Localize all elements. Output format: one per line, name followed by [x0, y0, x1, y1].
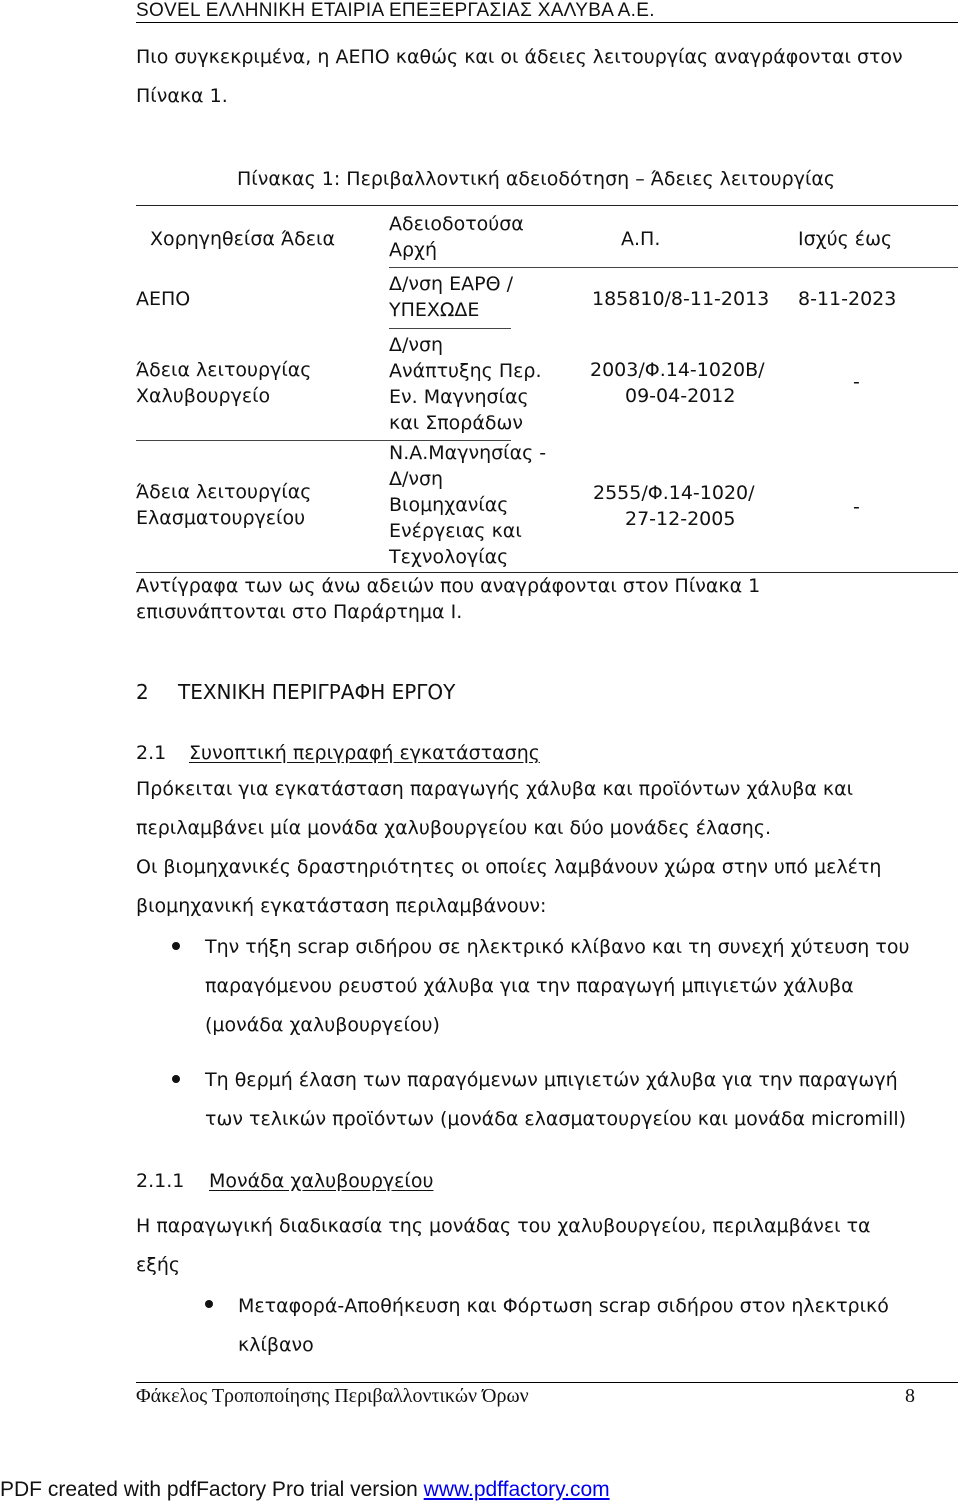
- table-caption: Πίνακας 1: Περιβαλλοντική αδειοδότηση – Άδειες λειτουργίας: [237, 168, 836, 190]
- table-row-2-permit-l1: Άδεια λειτουργίας: [136, 359, 312, 381]
- table-row-2-protocol-l1: 2003/Φ.14-1020Β/: [590, 359, 765, 381]
- table-row-2-authority-l1: Δ/νση: [389, 334, 444, 356]
- page-number: 8: [905, 1385, 915, 1407]
- pdf-watermark: [0, 1478, 610, 1502]
- row-1-rule: [389, 328, 511, 329]
- header-row-rule: [389, 267, 958, 268]
- bullet-icon: [205, 1300, 213, 1308]
- section-2-1-number: 2.1: [136, 742, 167, 764]
- section-2-1-1-para-line-2: εξής: [136, 1254, 181, 1276]
- th-valid-until: Ισχύς έως: [798, 228, 893, 250]
- table-row-2-protocol-l2: 09-04-2012: [625, 385, 736, 407]
- bullet-1-line-2: παραγόμενου ρευστού χάλυβα για την παραγωγή μπιγιετών χάλυβα: [205, 975, 854, 997]
- table-row-1-authority-l1: Δ/νση ΕΑΡΘ /: [389, 273, 513, 295]
- th-granted-permit: Χορηγηθείσα Άδεια: [150, 228, 335, 250]
- table-row-1-permit: ΑΕΠΟ: [136, 288, 191, 310]
- table-row-3-authority-l2: Δ/νση: [389, 468, 444, 490]
- table-bottom-rule: [136, 572, 958, 573]
- table-row-1-protocol: 185810/8-11-2013: [592, 288, 770, 310]
- table-note-line-2: επισυνάπτονται στο Παράρτημα Ι.: [136, 601, 463, 623]
- bullet-2-line-2: των τελικών προϊόντων (μονάδα ελασματουργείου και μονάδα micromill): [205, 1108, 907, 1130]
- section-2-1-para-1-line-1: Πρόκειται για εγκατάσταση παραγωγής χάλυβα και προϊόντων χάλυβα και: [136, 778, 854, 800]
- intro-line-2: Πίνακα 1.: [136, 85, 228, 107]
- table-row-1-valid: 8-11-2023: [798, 288, 897, 310]
- section-2-1-1-title: Μονάδα χαλυβουργείου: [209, 1170, 434, 1192]
- pdf-watermark-text: PDF created with pdfFactory Pro trial version: [0, 1478, 424, 1501]
- bullet-1-line-3: (μονάδα χαλυβουργείου): [205, 1014, 440, 1036]
- table-row-3-authority-l4: Ενέργειας και: [389, 520, 522, 542]
- intro-line-1: Πιο συγκεκριμένα, η ΑΕΠΟ καθώς και οι άδειες λειτουργίας αναγράφονται στον: [136, 46, 903, 68]
- bullet-3-line-2: κλίβανο: [238, 1334, 314, 1356]
- th-authority-line1: Αδειοδοτούσα: [389, 213, 524, 235]
- table-row-2-authority-l4: και Σποράδων: [389, 412, 523, 434]
- header-rule: [136, 22, 958, 23]
- table-row-3-authority-l3: Βιομηχανίας: [389, 494, 509, 516]
- table-row-3-permit-l2: Ελασματουργείου: [136, 507, 306, 529]
- footer-rule: [136, 1382, 958, 1383]
- table-row-3-authority-l1: Ν.Α.Μαγνησίας -: [389, 442, 547, 464]
- th-authority-line2: Αρχή: [389, 239, 438, 261]
- table-note-line-1: Αντίγραφα των ως άνω αδειών που αναγράφονται στον Πίνακα 1: [136, 575, 761, 597]
- table-top-rule: [136, 205, 958, 206]
- table-row-2-authority-l2: Ανάπτυξης Περ.: [389, 360, 542, 382]
- section-2-number: 2: [136, 680, 149, 704]
- table-row-3-valid: -: [853, 496, 860, 518]
- section-2-1-title: Συνοπτική περιγραφή εγκατάστασης: [189, 742, 540, 764]
- table-row-3-protocol-l1: 2555/Φ.14-1020/: [593, 482, 755, 504]
- bullet-2-line-1: Τη θερμή έλαση των παραγόμενων μπιγιετών χάλυβα για την παραγωγή: [205, 1069, 898, 1091]
- section-2-1-para-2-line-2: βιομηχανική εγκατάσταση περιλαμβάνουν:: [136, 895, 547, 917]
- footer-title: Φάκελος Τροποποίησης Περιβαλλοντικών Όρων: [136, 1385, 529, 1407]
- th-protocol-number: Α.Π.: [621, 228, 661, 250]
- table-row-2-permit-l2: Χαλυβουργείο: [136, 385, 271, 407]
- section-2-1-para-2-line-1: Οι βιομηχανικές δραστηριότητες οι οποίες λαμβάνουν χώρα στην υπό μελέτη: [136, 856, 882, 878]
- pdffactory-link[interactable]: www.pdffactory.com: [423, 1478, 610, 1501]
- table-row-2-valid: -: [853, 371, 860, 393]
- bullet-1-line-1: Την τήξη scrap σιδήρου σε ηλεκτρικό κλίβανο και τη συνεχή χύτευση του: [205, 936, 910, 958]
- table-row-3-permit-l1: Άδεια λειτουργίας: [136, 481, 312, 503]
- section-2-title: ΤΕΧΝΙΚΗ ΠΕΡΙΓΡΑΦΗ ΕΡΓΟΥ: [178, 680, 456, 704]
- bullet-3-line-1: Μεταφορά-Αποθήκευση και Φόρτωση scrap σιδήρου στον ηλεκτρικό: [238, 1295, 889, 1317]
- section-2-1-1-number: 2.1.1: [136, 1170, 185, 1192]
- bullet-icon: [172, 1075, 180, 1083]
- table-row-1-authority-l2: ΥΠΕΧΩΔΕ: [389, 299, 480, 321]
- bullet-icon: [172, 942, 180, 950]
- running-header: SOVEL ΕΛΛΗΝΙΚΗ ΕΤΑΙΡΙΑ ΕΠΕΞΕΡΓΑΣΙΑΣ ΧΑΛΥΒΑ Α.Ε.: [136, 0, 655, 21]
- section-2-1-para-1-line-2: περιλαμβάνει μία μονάδα χαλυβουργείου και δύο μονάδες έλασης.: [136, 817, 772, 839]
- table-row-3-protocol-l2: 27-12-2005: [625, 508, 736, 530]
- section-2-1-1-para-line-1: Η παραγωγική διαδικασία της μονάδας του χαλυβουργείου, περιλαμβάνει τα: [136, 1215, 871, 1237]
- table-row-3-authority-l5: Τεχνολογίας: [389, 546, 509, 568]
- table-row-2-authority-l3: Εν. Μαγνησίας: [389, 386, 529, 408]
